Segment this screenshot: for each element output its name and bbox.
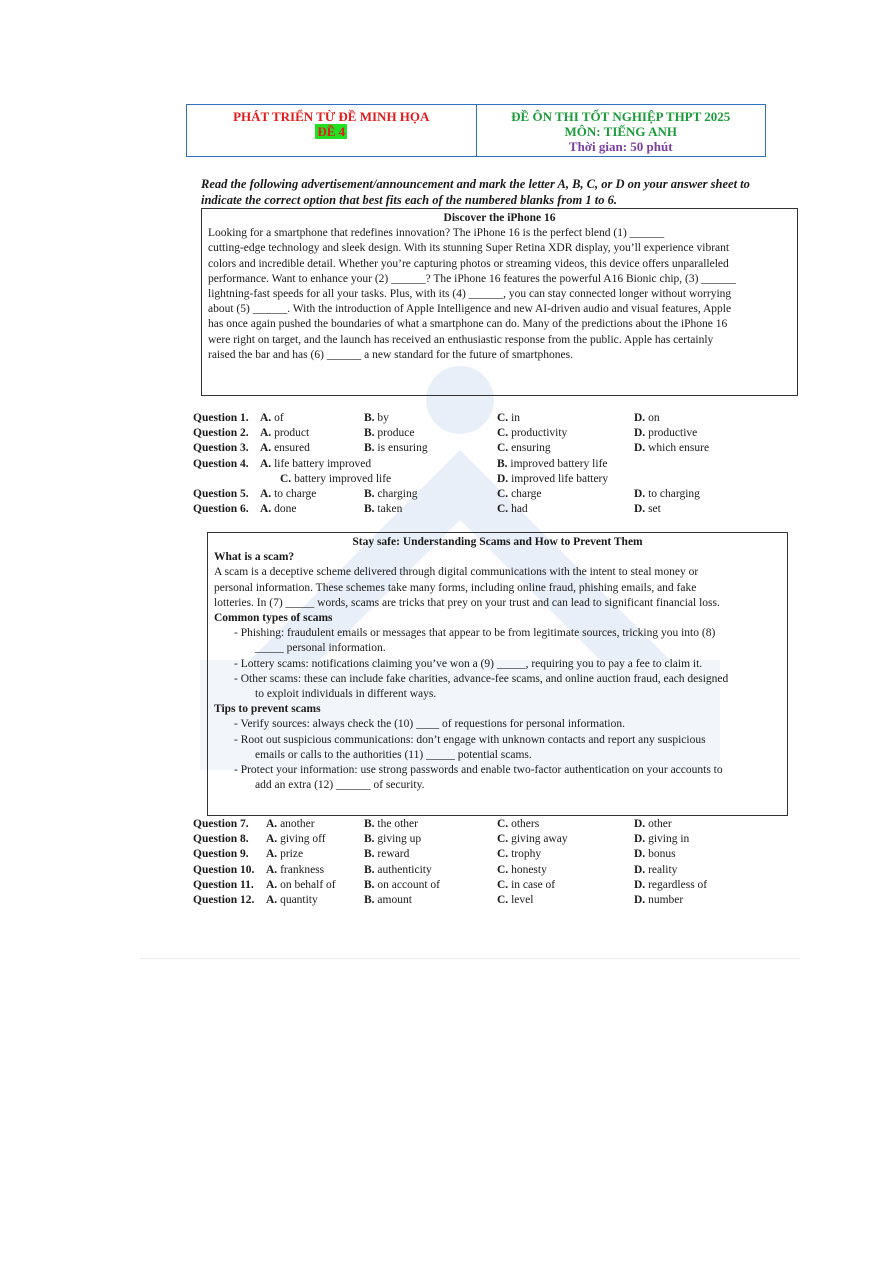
option-b-q4: B. improved battery life [497,457,608,470]
option-b-q9: B. reward [364,848,410,861]
option-c-q11: C. in case of [497,878,556,891]
question-label: Question 8. [193,833,249,846]
option-b-q11: B. on account of [364,878,441,891]
section-heading: Common types of scams [214,612,333,625]
question-label: Question 3. [193,442,249,455]
option-b-q6: B. taken [364,503,403,516]
option-b-q12: B. amount [364,894,412,906]
passage-1-title: Discover the iPhone 16 [443,212,556,224]
passage-2-line: to exploit individuals in different ways. [255,688,437,701]
header-table [186,104,766,157]
option-d-q4: D. improved life battery [497,472,609,485]
option-b-q8: B. giving up [364,833,422,846]
option-c-q3: C. ensuring [497,442,551,455]
passage-2-box [207,532,788,816]
option-c-q5: C. charge [497,488,542,500]
option-c-q12: C. level [497,894,534,906]
question-label: Question 1. [193,412,249,424]
header-left-cell [187,105,477,156]
option-a-q7: A. another [266,818,315,830]
option-a-q11: A. on behalf of [266,878,336,891]
header-time: Thời gian: 50 phút [568,139,673,154]
passage-2-line: - Root out suspicious communications: don’t engage with unknown contacts and report any suspicious [234,733,706,746]
passage-2-line: - Phishing: fraudulent emails or messages that appear to be from legitimate sources, tricking you into (8) [234,627,716,640]
header-left-title: PHÁT TRIỂN TỪ ĐỀ MINH HỌA [233,109,430,124]
option-d-q2: D. productive [634,427,698,440]
passage-1-line: raised the bar and has (6) ______ a new standard for the future of smartphones. [208,348,574,361]
passage-1-line: Looking for a smartphone that redefines innovation? The iPhone 16 is the perfect blend (1) ______ [208,227,665,240]
question-label: Question 7. [193,818,249,830]
passage-2-line: personal information. These schemes take many forms, including online fraud, phishing emails, and fake [214,581,697,594]
option-d-q7: D. other [634,818,672,830]
option-d-q11: D. regardless of [634,878,708,891]
passage-2-line: lotteries. In (7) _____ words, scams are tricks that prey on your trust and can lead to significant financial loss. [214,596,720,609]
header-right-cell [477,105,766,156]
question-label: Question 5. [193,488,249,500]
option-d-q3: D. which ensure [634,442,710,455]
option-d-q5: D. to charging [634,488,700,500]
passage-2-line: - Lottery scams: notifications claiming you’ve won a (9) _____, requiring you to pay a fee to claim it. [234,657,703,670]
question-label: Question 9. [193,848,249,861]
option-c-q1: C. in [497,412,521,424]
option-a-q2: A. product [260,427,310,440]
passage-1-line: performance. Want to enhance your (2) ______? The iPhone 16 features the powerful A16 Bionic chip, (3) ______ [208,272,736,285]
passage-1-line: has once again pushed the boundaries of what a smartphone can do. Many of the predictions about the iPhone 16 [208,318,728,331]
option-a-q8: A. giving off [266,833,326,846]
option-b-q7: B. the other [364,818,418,830]
passage-1-line: colors and incredible detail. Whether you’re capturing photos or streaming videos, this device offers unparalleled [208,257,729,270]
option-b-q10: B. authenticity [364,863,432,876]
header-right-title: ĐỀ ÔN THI TỐT NGHIỆP THPT 2025 [511,109,731,124]
option-d-q8: D. giving in [634,833,690,846]
option-d-q6: D. set [634,503,661,516]
option-d-q12: D. number [634,894,684,906]
option-a-q12: A. quantity [266,894,318,906]
option-b-q3: B. is ensuring [364,442,428,455]
question-label: Question 2. [193,427,249,440]
option-b-q1: B. by [364,412,389,424]
option-b-q5: B. charging [364,488,418,500]
passage-2-line: add an extra (12) ______ of security. [255,779,425,792]
passage-2-line: _____ personal information. [255,642,386,655]
passage-2-line: emails or calls to the authorities (11) _____ potential scams. [255,748,532,761]
passage-1-box [201,208,798,396]
passage-2-line: A scam is a deceptive scheme delivered through digital communications with the intent to steal money or [214,566,699,579]
page-divider [140,958,800,959]
option-c-q7: C. others [497,818,540,830]
option-a-q6: A. done [260,503,297,516]
question-label: Question 12. [193,894,255,906]
option-d-q10: D. reality [634,863,678,876]
option-d-q9: D. bonus [634,848,676,861]
question-label: Question 6. [193,503,249,516]
passage-1-line: cutting-edge technology and sleek design. With its stunning Super Retina XDR display, you’ll experience vibrant [208,242,730,255]
option-a-q10: A. frankness [266,863,325,876]
option-a-q9: A. prize [266,848,304,861]
exam-number: ĐỀ 4 [317,124,346,139]
passage-2-line: - Other scams: these can include fake charities, advance-fee scams, and online auction fraud, each designed [234,672,729,685]
section-heading: Tips to prevent scams [214,703,321,716]
passage-2-line: - Protect your information: use strong passwords and enable two-factor authentication on your accounts to [234,764,723,777]
option-c-q9: C. trophy [497,848,542,861]
option-d-q1: D. on [634,412,660,424]
option-c-q6: C. had [497,503,528,516]
question-label: Question 10. [193,863,255,876]
passage-1-line: about (5) ______. With the introduction of Apple Intelligence and new AI-driven audio and visual features, Apple [208,303,732,316]
question-label: Question 4. [193,457,249,470]
section-heading: What is a scam? [214,551,295,564]
option-c-q8: C. giving away [497,833,568,846]
option-c-q4: C. battery improved life [280,472,392,485]
option-a-q5: A. to charge [260,488,317,500]
option-c-q10: C. honesty [497,863,547,876]
question-label: Question 11. [193,878,254,891]
passage-2-line: - Verify sources: always check the (10) ____ of requestions for personal information. [234,718,625,731]
passage-2-title: Stay safe: Understanding Scams and How to Prevent Them [352,536,643,548]
option-b-q2: B. produce [364,427,415,440]
option-a-q3: A. ensured [260,442,310,455]
option-a-q4: A. life battery improved [260,457,372,470]
header-subject: MÔN: TIẾNG ANH [564,124,677,139]
instruction-text: Read the following advertisement/announcement and mark the letter A, B, C, or D on your answer sheet to indicate the correct option that best fits each of the numbered blanks from 1 to 6. [201,177,750,207]
passage-1-line: were right on target, and the launch has received an enthusiastic response from the public. Apple has certainly [208,333,714,346]
passage-1-line: lightning-fast speeds for all your tasks. Plus, with its (4) ______, you can stay connected longer without worrying [208,288,732,301]
option-c-q2: C. productivity [497,427,568,440]
option-a-q1: A. of [260,412,284,424]
